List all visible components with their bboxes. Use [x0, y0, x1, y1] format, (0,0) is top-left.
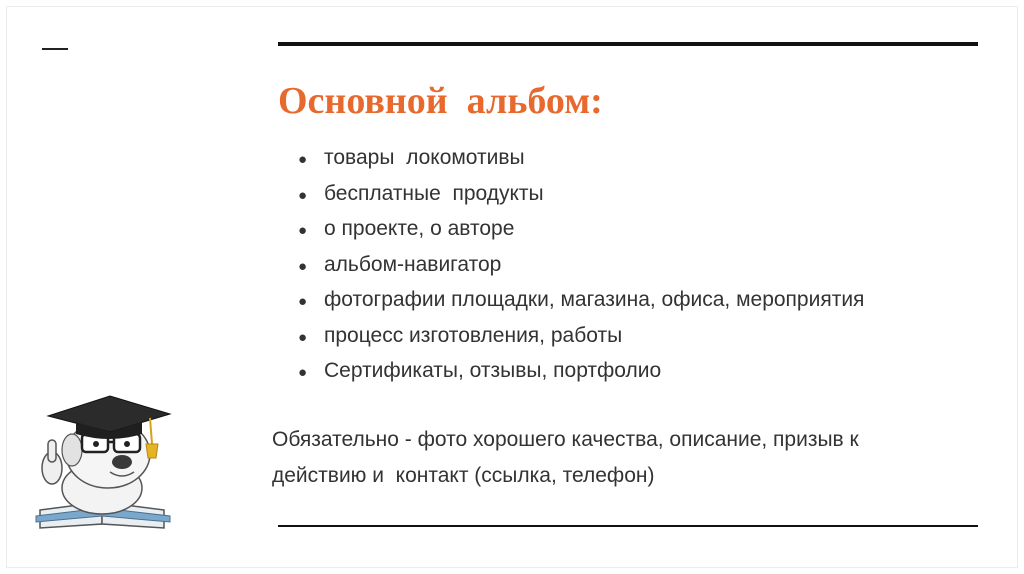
- slide-title: Основной альбом:: [278, 80, 603, 122]
- closing-note: [272, 422, 992, 494]
- list-item: [298, 282, 864, 318]
- bullet-icon: ●: [298, 328, 308, 346]
- bullet-icon: ●: [298, 151, 308, 168]
- bullet-icon: ●: [298, 364, 308, 381]
- bullet-icon: ●: [298, 186, 308, 204]
- list-item-text: Сертификаты, отзывы, портфолио: [324, 359, 662, 382]
- list-item: [298, 247, 864, 283]
- bullet-list: [298, 140, 864, 389]
- list-item: [298, 318, 864, 354]
- list-item: [298, 140, 864, 176]
- top-left-mark: [42, 48, 68, 50]
- closing-note-line-2: действию и контакт (ссылка, телефон): [272, 464, 655, 487]
- list-item-text: процесс изготовления, работы: [324, 323, 623, 347]
- graduate-dog-with-book-icon: [30, 388, 176, 530]
- list-item: [298, 353, 864, 389]
- list-item-text: бесплатные продукты: [324, 181, 544, 205]
- bullet-icon: ●: [298, 293, 308, 310]
- list-item: [298, 211, 864, 247]
- list-item-text: о проекте, о авторе: [324, 217, 515, 240]
- top-rule: [278, 42, 978, 46]
- list-item-text: товары локомотивы: [324, 146, 525, 169]
- list-item-text: фотографии площадки, магазина, офиса, мероприятия: [324, 288, 865, 311]
- list-item-text: альбом-навигатор: [324, 252, 502, 276]
- bullet-icon: ●: [298, 222, 308, 239]
- bullet-icon: ●: [298, 257, 308, 275]
- bottom-rule: [278, 525, 978, 527]
- closing-note-line-1: Обязательно - фото хорошего качества, описание, призыв к: [272, 428, 859, 451]
- list-item: [298, 176, 864, 212]
